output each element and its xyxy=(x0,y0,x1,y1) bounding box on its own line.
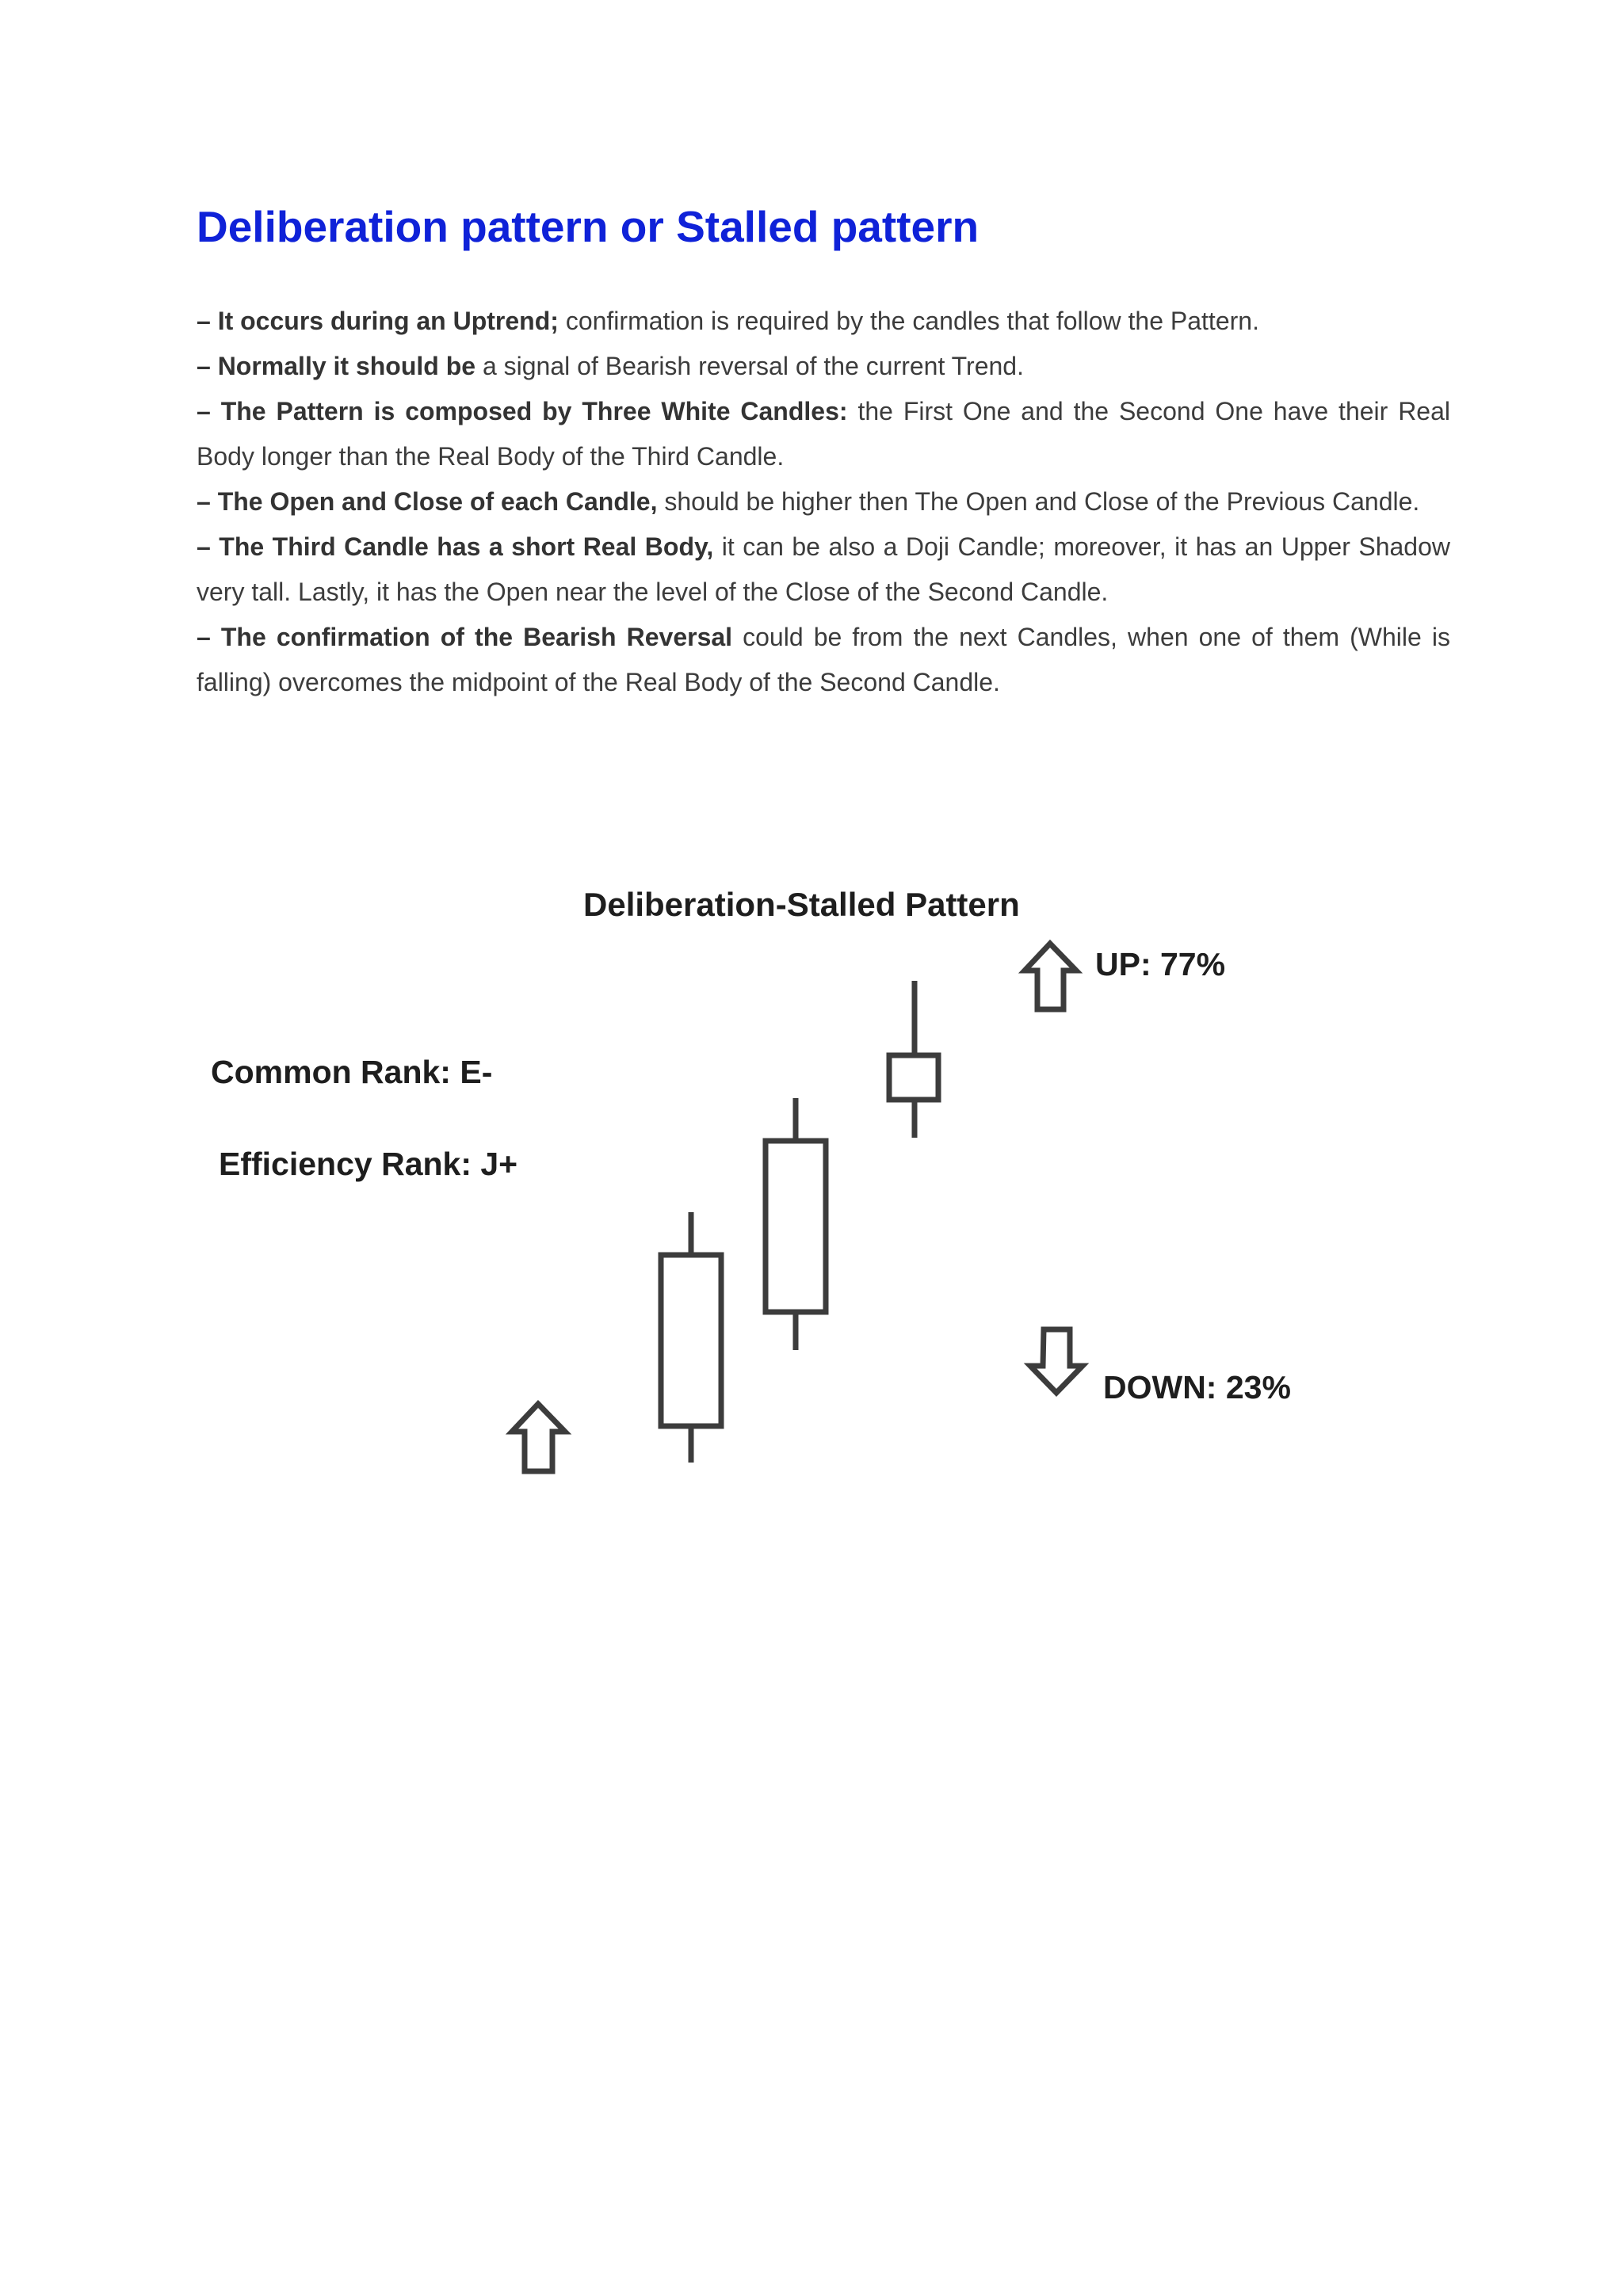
arrow-down-icon xyxy=(1030,1329,1083,1393)
paragraph-confirmation xyxy=(197,615,1450,705)
paragraph-lead: – The confirmation of the Bearish Reversal xyxy=(197,623,733,651)
paragraph-body: should be higher then The Open and Close of the Previous Candle. xyxy=(657,487,1420,516)
pattern-figure xyxy=(197,879,1417,1513)
paragraph-body: it can be also a Doji Candle; moreover, it has an Upper Shadow very tall. Lastly, it has the Open near the level of the Close of the Second Candle. xyxy=(197,532,1451,606)
common-rank-label: Common Rank: E- xyxy=(211,1054,493,1090)
paragraph-body: could be from the next Candles, when one of them (While is falling) overcomes the midpoint of the Real Body of the Second Candle. xyxy=(197,623,1450,696)
paragraph-lead: – The Open and Close of each Candle, xyxy=(197,487,658,516)
body-text xyxy=(197,299,1450,705)
paragraph-third-candle xyxy=(197,524,1450,615)
paragraph-lead: – The Pattern is composed by Three White Candles: xyxy=(197,397,848,425)
paragraph-body: confirmation is required by the candles that follow the Pattern. xyxy=(558,307,1259,335)
paragraph-lead: – It occurs during an Uptrend; xyxy=(197,307,559,335)
paragraph-body: the First One and the Second One have their Real Body longer than the Real Body of the Third Candle. xyxy=(197,397,1451,471)
paragraph-composition xyxy=(197,389,1450,479)
arrow-up-icon xyxy=(512,1404,565,1471)
candle-3-body xyxy=(889,1055,938,1100)
efficiency-rank-label: Efficiency Rank: J+ xyxy=(219,1146,518,1182)
arrow-up-icon xyxy=(1025,944,1076,1009)
pattern-diagram xyxy=(197,879,1417,1513)
candle-1-body xyxy=(661,1255,721,1426)
paragraph-lead: – The Third Candle has a short Real Body, xyxy=(197,532,714,561)
figure-title: Deliberation-Stalled Pattern xyxy=(583,886,1020,923)
candle-2-body xyxy=(766,1141,826,1312)
page-title: Deliberation pattern or Stalled pattern xyxy=(197,202,980,251)
down-probability-label: DOWN: 23% xyxy=(1103,1369,1291,1405)
paragraph-open-close xyxy=(197,479,1450,524)
up-probability-label: UP: 77% xyxy=(1095,946,1226,982)
paragraph-lead: – Normally it should be xyxy=(197,352,476,380)
paragraph-body: a signal of Bearish reversal of the current Trend. xyxy=(475,352,1024,380)
paragraph-signal xyxy=(197,344,1450,389)
paragraph-uptrend xyxy=(197,299,1450,344)
